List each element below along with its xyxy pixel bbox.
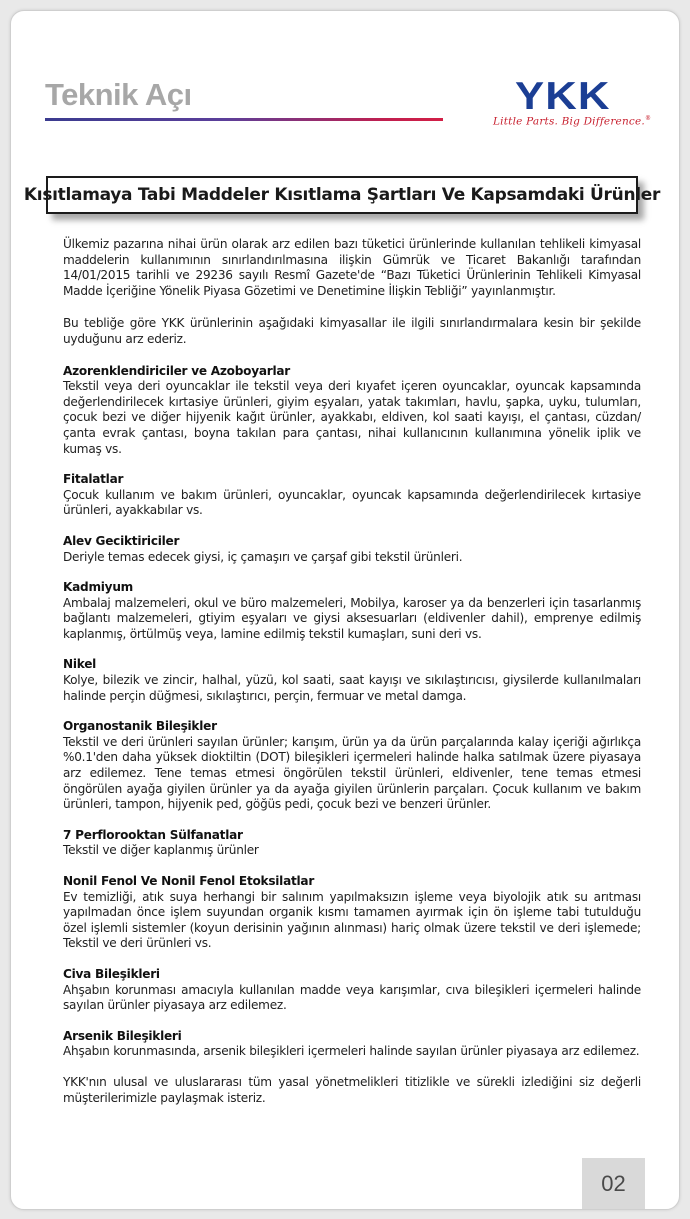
page-number: 02 bbox=[582, 1158, 645, 1210]
section-alev-geciktiriciler bbox=[63, 534, 641, 565]
section-text: Tekstil ve diğer kaplanmış ürünler bbox=[63, 843, 259, 858]
section-text: Ambalaj malzemeleri, okul ve büro malzemeleri, Mobilya, karoser ya da benzerleri için tasarlanmış bağlantı malzemeleri, gtiyim eşyaları ve giysi aksesuarları (eldivenler dahil), emprenye edilmiş kaplanmış, örtülmüş veya, lamine edilmiş tekstil kumaşları, suni deri vs. bbox=[63, 595, 641, 641]
section-text: Deriyle temas edecek giysi, iç çamaşırı ve çarşaf gibi tekstil ürünleri. bbox=[63, 549, 463, 564]
section-text: Ahşabın korunmasında, arsenik bileşikleri içermeleri halinde sayılan ürünler piyasaya arz edilemez. bbox=[63, 1044, 640, 1059]
section-text: Tekstil veya deri oyuncaklar ile tekstil veya deri kıyafet içeren oyuncaklar, oyuncak kapsamında değerlendirilecek kırtasiye ürünleri, giyim eşyaları, yatak takımları, havlu, şapka, uyku, tulumları, çocuk bezi ve diğer hijyenik kağıt ürünler, ayakkabı, eldiven, kol saati kayışı, el çantası, cüzdan/çanta evrak çantası, boyna takılan para çantası, nihai kullanıcının kullanımına yönelik iplik ve kumaş vs. bbox=[63, 379, 641, 456]
section-heading: Civa Bileşikleri bbox=[63, 966, 160, 981]
section-organostanik bbox=[63, 719, 641, 813]
section-heading: Organostanik Bileşikler bbox=[63, 719, 217, 734]
ykk-logo bbox=[493, 77, 653, 141]
section-heading: Nonil Fenol Ve Nonil Fenol Etoksilatlar bbox=[63, 874, 315, 888]
section-heading: Fitalatlar bbox=[63, 472, 124, 487]
logo-tagline: Little Parts. Big Difference.® bbox=[493, 115, 652, 128]
section-heading: Kadmiyum bbox=[63, 580, 134, 595]
section-civa bbox=[63, 967, 641, 1014]
section-kadmiyum bbox=[63, 580, 641, 642]
section-nikel bbox=[63, 657, 641, 704]
section-arsenik bbox=[63, 1029, 641, 1060]
section-perflorooktan bbox=[63, 828, 641, 859]
header-divider bbox=[45, 118, 443, 121]
closing-paragraph: YKK'nın ulusal ve uluslararası tüm yasal yönetmelikleri titizlikle ve sürekli izlediğini siz değerli müşterilerimizle paylaşmak isteriz. bbox=[63, 1074, 641, 1105]
section-text: Çocuk kullanım ve bakım ürünleri, oyuncaklar, oyuncak kapsamında değerlendirilecek kırtasiye ürünleri, ayakkabılar vs. bbox=[63, 487, 641, 518]
section-text: Tekstil ve deri ürünleri sayılan ürünler; karışım, ürün ya da ürün parçalarında kalay içeriği ağırlıkça %0.1'den daha yüksek dioktiltin (DOT) bileşikleri içermeleri halinde halka satılmak üzere piyasaya arz edilemez. Tene temas etmesi öngörülen tekstil ürünleri, eldivenler, tene temas etmesi öngörülen ayağa giyilen ürünler ya da ayağa giyilen ürünlerin parçaları. Çocuk kullanım ve bakım ürünleri, tampon, hijyenik ped, göğüs pedi, çocuk bezi ve benzeri ürünler. bbox=[63, 734, 641, 812]
document-title: Kısıtlamaya Tabi Maddeler Kısıtlama Şartları Ve Kapsamdaki Ürünler bbox=[23, 185, 661, 205]
section-heading: Nikel bbox=[63, 657, 97, 672]
section-heading: 7 Perflorooktan Sülfanatlar bbox=[63, 827, 243, 842]
section-nonil-fenol bbox=[63, 874, 641, 952]
section-heading: Arsenik Bileşikleri bbox=[63, 1028, 182, 1043]
document-title-box bbox=[23, 176, 661, 214]
section-title: Teknik Açı bbox=[45, 77, 192, 112]
intro-paragraph-2: Bu tebliğe göre YKK ürünlerinin aşağıdaki kimyasallar ile ilgili sınırlandırmalara kesin bir şekilde uyduğunu arz ederiz. bbox=[63, 316, 641, 346]
intro-paragraph-1: Ülkemiz pazarına nihai ürün olarak arz edilen bazı tüketici ürünlerinde kullanılan tehlikeli kimyasal maddelerin kullanımının sınırlandırılmasına ilişkin Gümrük ve Ticaret Bakanlığı tarafından 14/01/2015 tarihli ve 29236 sayılı Resmî Gazete'de “Bazı Tüketici Ürünlerinin Tehlikeli Kimyasal Madde İçeriğine Yönelik Piyasa Gözetimi ve Denetimine İlişkin Tebliği” yayınlanmıştır. bbox=[63, 237, 641, 298]
section-heading: Azorenklendiriciler ve Azoboyarlar bbox=[63, 363, 290, 378]
section-azo bbox=[63, 364, 641, 458]
document-body bbox=[63, 237, 641, 1106]
section-text: Kolye, bilezik ve zincir, halhal, yüzü, kol saati, saat kayışı ve sıkılaştırıcısı, giysilerde kullanılmaları halinde perçin düğmesi, sıkılaştırıcı, perçin, fermuar ve metal damga. bbox=[63, 673, 641, 703]
section-text: Ev temizliği, atık suya herhangi bir salınım yapılmaksızın işleme veya biyolojik atık su arıtması yapılmadan önce işlem suyundan organik kısmı tamamen ayırmak için ön işleme tabi tutulduğu özel işlemli sistemler (koyun derisinin yağının alınması) hariç olmak üzere tekstil ve deri işlemede; Tekstil ve deri ürünleri vs. bbox=[63, 889, 641, 951]
section-text: Ahşabın korunması amacıyla kullanılan madde veya karışımlar, cıva bileşikleri içermeleri halinde sayılan ürünler piyasaya arz edilemez. bbox=[63, 982, 641, 1013]
document-page bbox=[10, 10, 680, 1210]
section-fitalatlar bbox=[63, 472, 641, 519]
logo-mark: YKK bbox=[515, 75, 611, 118]
section-heading: Alev Geciktiriciler bbox=[63, 533, 180, 548]
